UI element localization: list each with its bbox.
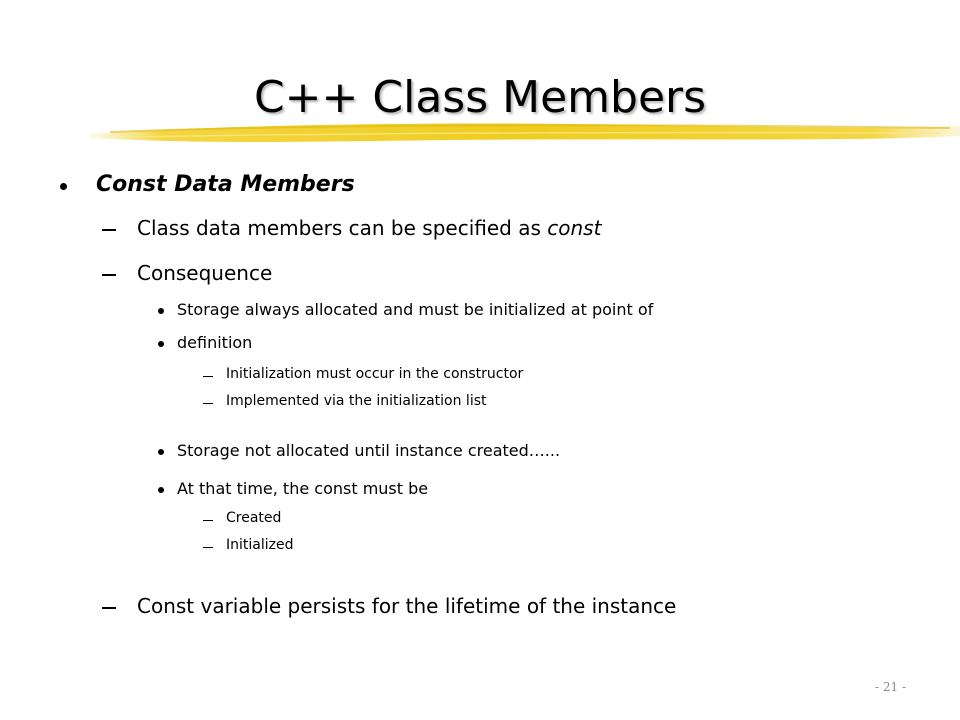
sub-item-implemented: Implemented via the initialization list bbox=[226, 393, 487, 409]
section-heading: Const Data Members bbox=[96, 172, 355, 197]
sub-storage-not-allocated: Storage not allocated until instance created…... bbox=[177, 441, 561, 460]
bullet-dash bbox=[203, 376, 213, 377]
bullet-dash bbox=[203, 403, 213, 404]
bullet-dash bbox=[102, 229, 116, 231]
sub-storage-allocated: Storage always allocated and must be initialized at point of bbox=[177, 300, 654, 319]
point-const-spec-text: Class data members can be specified as bbox=[137, 216, 548, 240]
bullet-dash bbox=[102, 607, 116, 609]
bullet-dash bbox=[102, 274, 116, 276]
bullet-dot bbox=[158, 449, 164, 455]
bullet-dash bbox=[203, 520, 213, 521]
sub-item-initialized: Initialized bbox=[226, 537, 294, 553]
sub-definition: definition bbox=[177, 333, 253, 352]
point-consequence: Consequence bbox=[137, 261, 273, 285]
point-const-persists: Const variable persists for the lifetime of the instance bbox=[137, 594, 677, 618]
bullet-dot bbox=[158, 341, 164, 347]
sub-item-initialization: Initialization must occur in the constructor bbox=[226, 366, 524, 382]
bullet-dot bbox=[60, 183, 67, 190]
slide-title: C++ Class Members bbox=[253, 72, 707, 123]
bullet-dash bbox=[203, 547, 213, 548]
sub-at-that-time: At that time, the const must be bbox=[177, 479, 429, 498]
page-number: - 21 - bbox=[874, 680, 906, 694]
point-const-spec-emphasis: const bbox=[547, 216, 602, 240]
bullet-dot bbox=[158, 487, 164, 493]
sub-item-created: Created bbox=[226, 510, 282, 526]
bullet-dot bbox=[158, 308, 164, 314]
point-const-spec bbox=[137, 216, 601, 240]
